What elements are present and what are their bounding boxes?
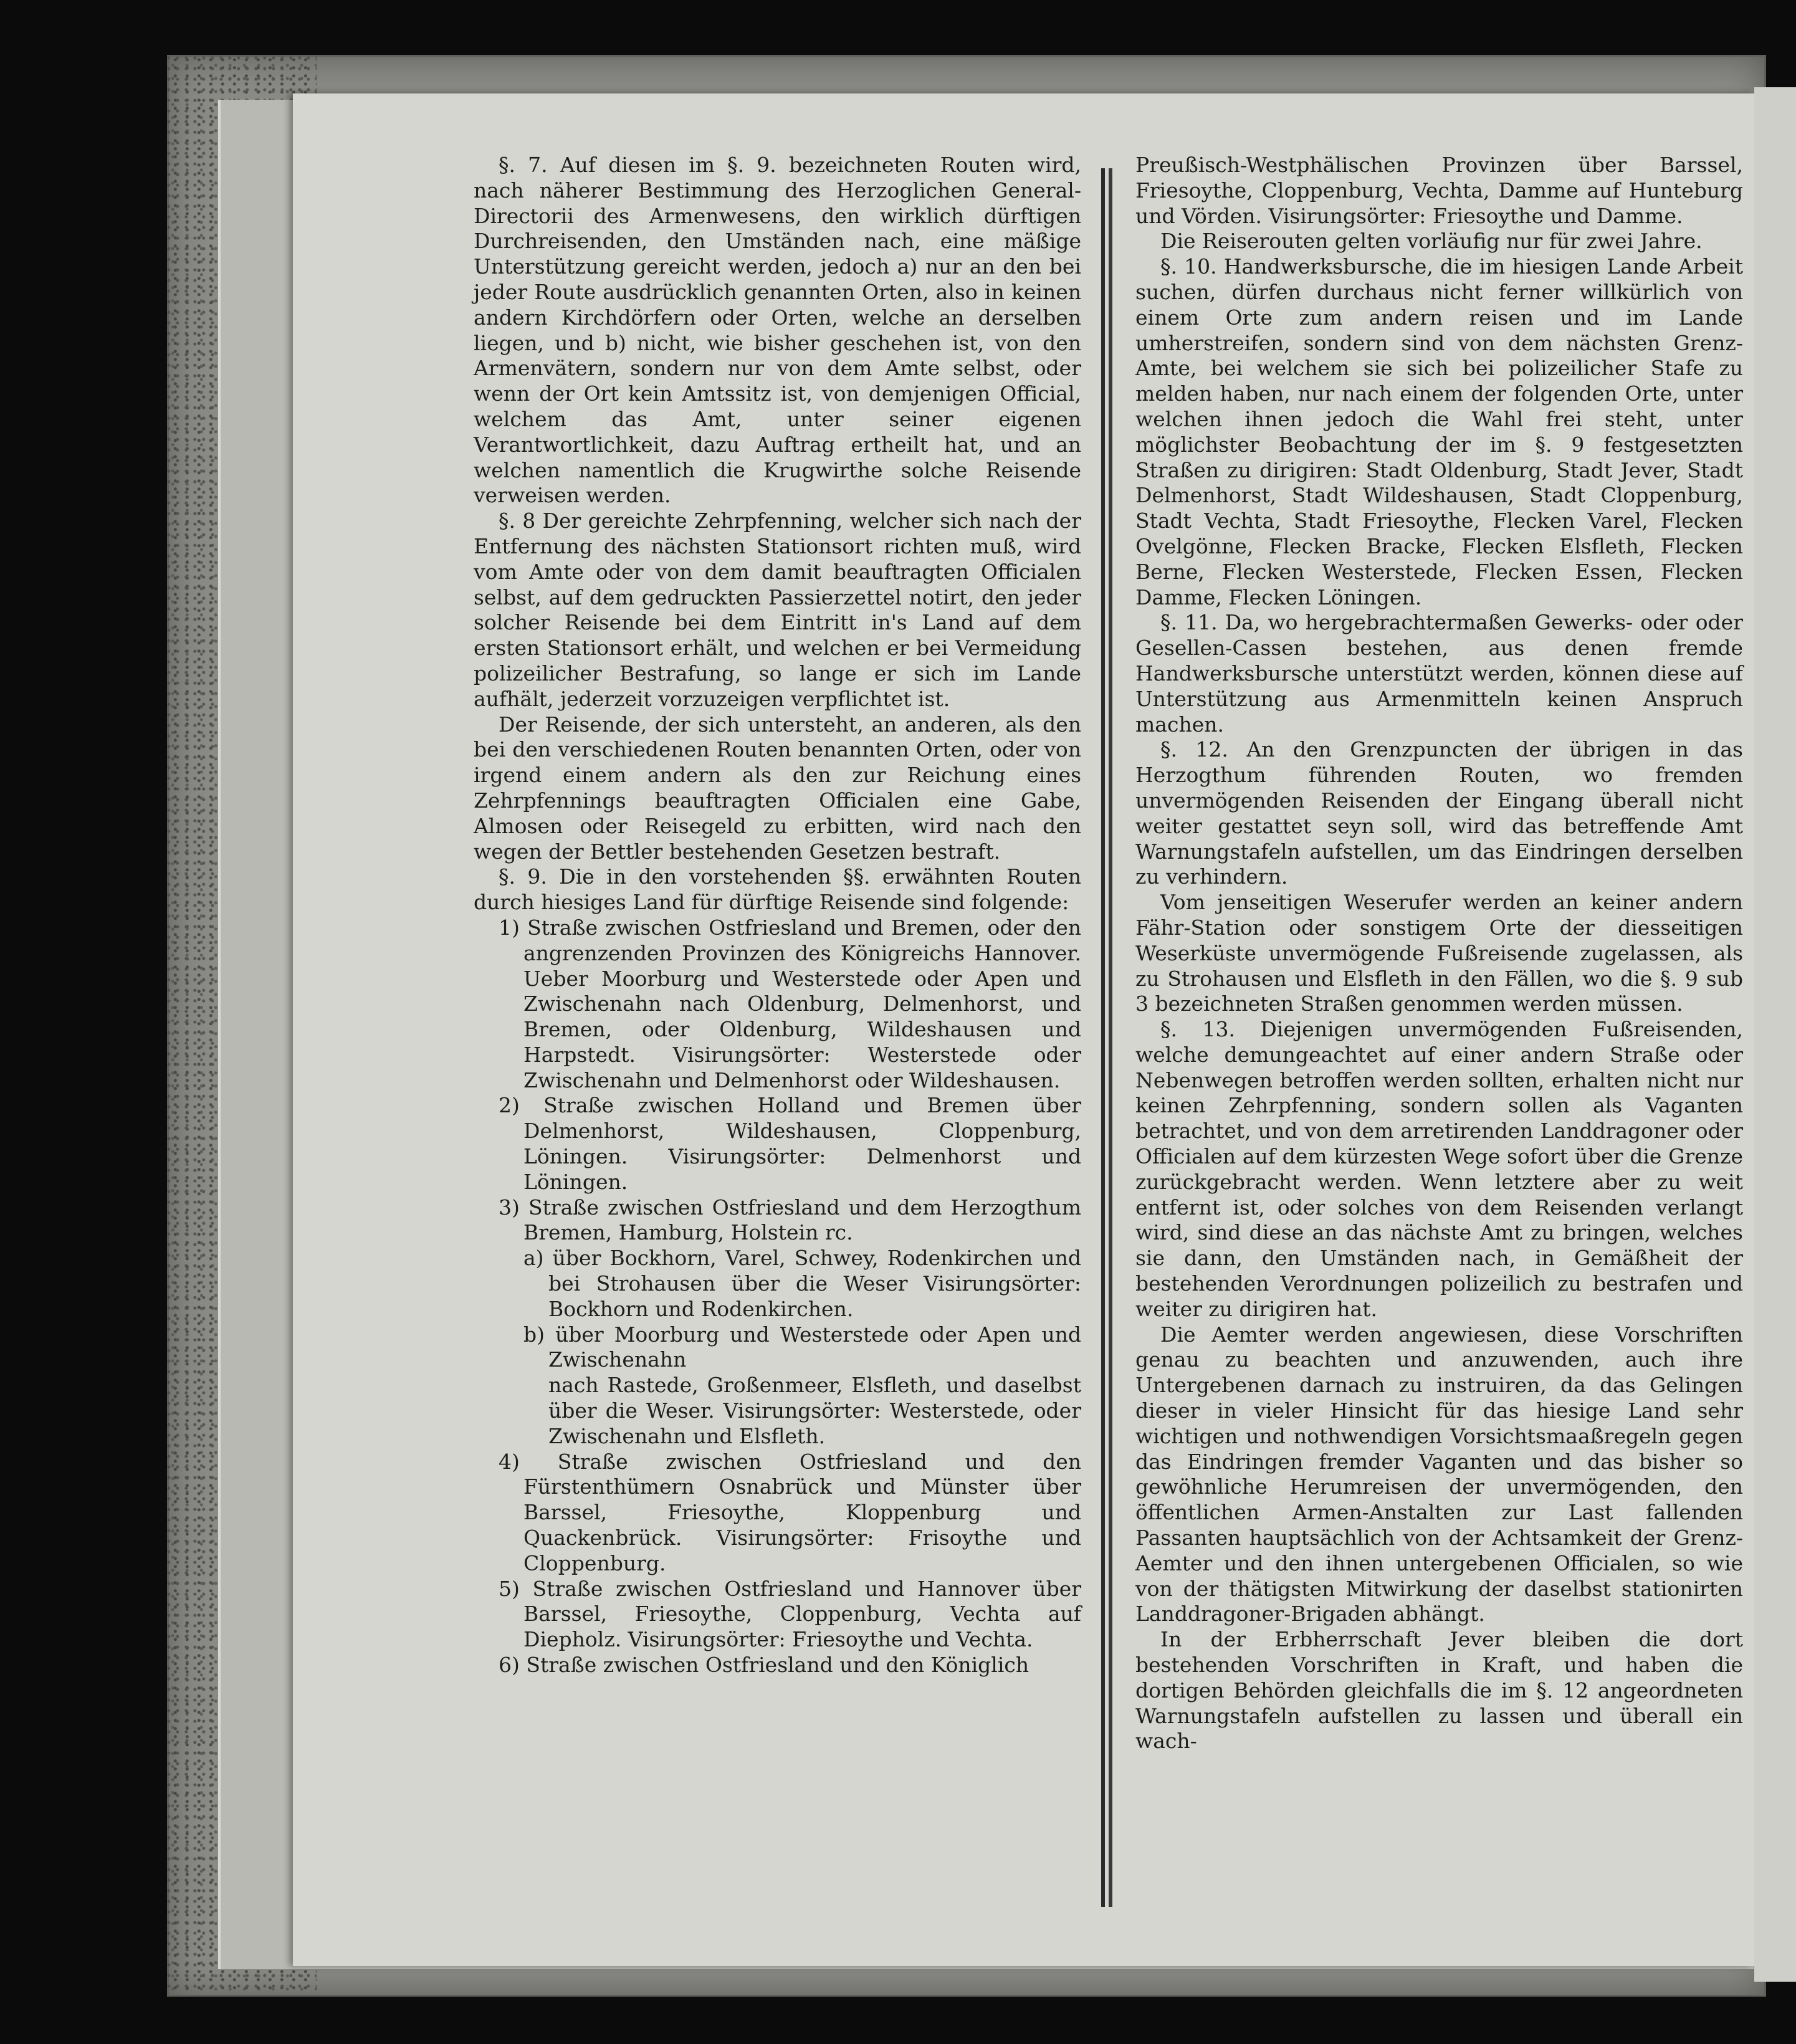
right-column-paragraph: Die Aemter werden angewiesen, diese Vorschriften genau zu beachten und anzuwenden, auch ihre Untergebenen darnach zu instruiren, da das Gelingen dieser in vieler Hinsicht für das hiesige Land sehr wichtigen und nothwendigen Vorsichtsmaaßregeln gegen das Eindringen fremder Vaganten und das bisher so gewöhnliche Herumreisen der unvermögenden, den öffentlichen Armen-Anstalten zur Last fallenden Passanten hauptsächlich von der Achtsamkeit der Grenz-Aemter und den ihnen untergebenen Officialen, so wie von der thätigsten Mitwirkung der daselbst stationirten Landdragoner-Brigaden abhängt. (1135, 1322, 1743, 1626)
left-column-paragraph: nach Rastede, Großenmeer, Elsfleth, und daselbst über die Weser. Visirungsörter: Westerstede, oder Zwischenahn und Elsfleth. (548, 1373, 1081, 1448)
left-text-column (474, 153, 1081, 1678)
right-column-paragraph: Die Reiserouten gelten vorläufig nur für zwei Jahre. (1160, 229, 1703, 254)
right-text-column (1135, 153, 1743, 1754)
left-column-paragraph: 5) Straße zwischen Ostfriesland und Hannover über Barssel, Friesoythe, Cloppenburg, Vechta auf Diepholz. Visirungsörter: Friesoythe und Vechta. (499, 1576, 1081, 1652)
next-page-edge (1754, 87, 1796, 1982)
right-column-paragraph: §. 10. Handwerksbursche, die im hiesigen Lande Arbeit suchen, dürfen durchaus nicht ferner willkürlich von einem Orte zum andern reisen und im Lande umherstreifen, sondern sind von dem nächsten Grenz-Amte, bei welchem sie sich bei polizeilicher Stafe zu melden haben, nur nach einem der folgenden Orte, unter welchen ihnen jedoch die Wahl frei steht, unter möglichster Beobachtung der im §. 9 festgesetzten Straßen zu dirigiren: Stadt Oldenburg, Stadt Jever, Stadt Delmenhorst, Stadt Wildeshausen, Stadt Cloppenburg, Stadt Vechta, Stadt Friesoythe, Flecken Varel, Flecken Ovelgönne, Flecken Bracke, Flecken Elsfleth, Flecken Berne, Flecken Westerstede, Flecken Essen, Flecken Damme, Flecken Löningen. (1135, 254, 1743, 609)
left-column-paragraph: 2) Straße zwischen Holland und Bremen über Delmenhorst, Wildeshausen, Cloppenburg, Löningen. Visirungsörter: Delmenhorst und Löningen. (499, 1093, 1081, 1194)
column-divider (1101, 168, 1105, 1907)
left-column-paragraph: b) über Moorburg und Westerstede oder Apen und Zwischenahn (523, 1322, 1081, 1372)
right-column-paragraph: §. 13. Diejenigen unvermögenden Fußreisenden, welche demungeachtet auf einer andern Straße oder Nebenwegen betroffen werden sollten, erhalten nicht nur keinen Zehrpfenning, sondern sollen als Vaganten betrachtet, und von dem arretirenden Landdragoner oder Officialen auf dem kürzesten Wege sofort über die Grenze zurückgebracht werden. Wenn letztere aber zu weit entfernt ist, oder solches von dem Reisenden verlangt wird, sind diese an das nächste Amt zu bringen, welches sie dann, den Umständen nach, in Gemäßheit der bestehenden Verordnungen polizeilich zu bestrafen und weiter zu dirigiren hat. (1135, 1017, 1743, 1321)
right-column-paragraph: In der Erbherrschaft Jever bleiben die dort bestehenden Vorschriften in Kraft, und haben die dortigen Behörden gleichfalls die im §. 12 angeordneten Warnungstafeln aufstellen zu lassen und überall ein wach- (1135, 1627, 1743, 1754)
left-column-paragraph: §. 8 Der gereichte Zehrpfenning, welcher sich nach der Entfernung des nächsten Stationsort richten muß, wird vom Amte oder von dem damit beauftragten Officialen selbst, auf dem gedruckten Passierzettel notirt, den jeder solcher Reisende bei dem Eintritt in's Land auf dem ersten Stationsort erhält, und welchen er bei Vermeidung polizeilicher Bestrafung, so lange er sich im Lande aufhält, jederzeit vorzuzeigen verpflichtet ist. (474, 509, 1081, 711)
left-column-paragraph: 1) Straße zwischen Ostfriesland und Bremen, oder den angrenzenden Provinzen des Königreichs Hannover. Ueber Moorburg und Westerstede oder Apen und Zwischenahn nach Oldenburg, Delmenhorst, und Bremen, oder Oldenburg, Wildeshausen und Harpstedt. Visirungsörter: Westerstede oder Zwischenahn und Delmenhorst oder Wildeshausen. (499, 915, 1081, 1092)
left-column-paragraph: 4) Straße zwischen Ostfriesland und den Fürstenthümern Osnabrück und Münster über Barssel, Friesoythe, Kloppenburg und Quackenbrück. Visirungsörter: Frisoythe und Cloppenburg. (499, 1449, 1081, 1575)
left-column-paragraph: §. 9. Die in den vorstehenden §§. erwähnten Routen durch hiesiges Land für dürftige Reisende sind folgende: (474, 864, 1081, 915)
right-column-paragraph: §. 11. Da, wo hergebrachtermaßen Gewerks- oder oder Gesellen-Cassen bestehen, aus denen fremde Handwerksbursche unterstützt werden, können diese auf Unterstützung aus Armenmitteln keinen Anspruch machen. (1135, 610, 1743, 737)
left-column-paragraph: 3) Straße zwischen Ostfriesland und dem Herzogthum Bremen, Hamburg, Holstein rc. (499, 1195, 1081, 1245)
right-column-paragraph: Preußisch-Westphälischen Provinzen über Barssel, Friesoythe, Cloppenburg, Vechta, Damme auf Hunteburg und Vörden. Visirungsörter: Friesoythe und Damme. (1135, 153, 1743, 228)
left-column-paragraph: 6) Straße zwischen Ostfriesland und den Königlich (499, 1653, 1029, 1678)
right-column-paragraph: §. 12. An den Grenzpuncten der übrigen in das Herzogthum führenden Routen, wo fremden unvermögenden Reisenden der Eingang überall nicht weiter gestattet seyn soll, wird das betreffende Amt Warnungstafeln aufstellen, um das Eindringen derselben zu verhindern. (1135, 737, 1743, 889)
right-column-paragraph: Vom jenseitigen Weserufer werden an keiner andern Fähr-Station oder sonstigem Orte der diesseitigen Weserküste unvermögende Fußreisende zugelassen, als zu Strohausen und Elsfleth in den Fällen, wo die §. 9 sub 3 bezeichneten Straßen genommen werden müssen. (1135, 890, 1743, 1016)
left-column-paragraph: §. 7. Auf diesen im §. 9. bezeichneten Routen wird, nach näherer Bestimmung des Herzoglichen General-Directorii des Armenwesens, den wirklich dürftigen Durchreisenden, den Umständen nach, eine mäßige Unterstützung gereicht werden, jedoch a) nur an den bei jeder Route ausdrücklich genannten Orten, also in keinen andern Kirchdörfern oder Orten, welche an derselben liegen, und b) nicht, wie bisher geschehen ist, von den Armenvätern, sondern nur von dem Amte selbst, oder wenn der Ort kein Amtssitz ist, von demjenigen Official, welchem das Amt, unter seiner eigenen Verantwortlichkeit, dazu Auftrag ertheilt hat, und an welchen namentlich die Krugwirthe solche Reisende verweisen werden. (474, 153, 1081, 508)
left-column-paragraph: Der Reisende, der sich untersteht, an anderen, als den bei den verschiedenen Routen benannten Orten, oder von irgend einem andern als den zur Reichung eines Zehrpfennings beauftragten Officialen eine Gabe, Almosen oder Reisegeld zu erbitten, wird nach den wegen der Bettler bestehenden Gesetzen bestraft. (474, 712, 1081, 864)
left-column-paragraph: a) über Bockhorn, Varel, Schwey, Rodenkirchen und bei Strohausen über die Weser Visirungsörter: Bockhorn und Rodenkirchen. (523, 1246, 1081, 1321)
